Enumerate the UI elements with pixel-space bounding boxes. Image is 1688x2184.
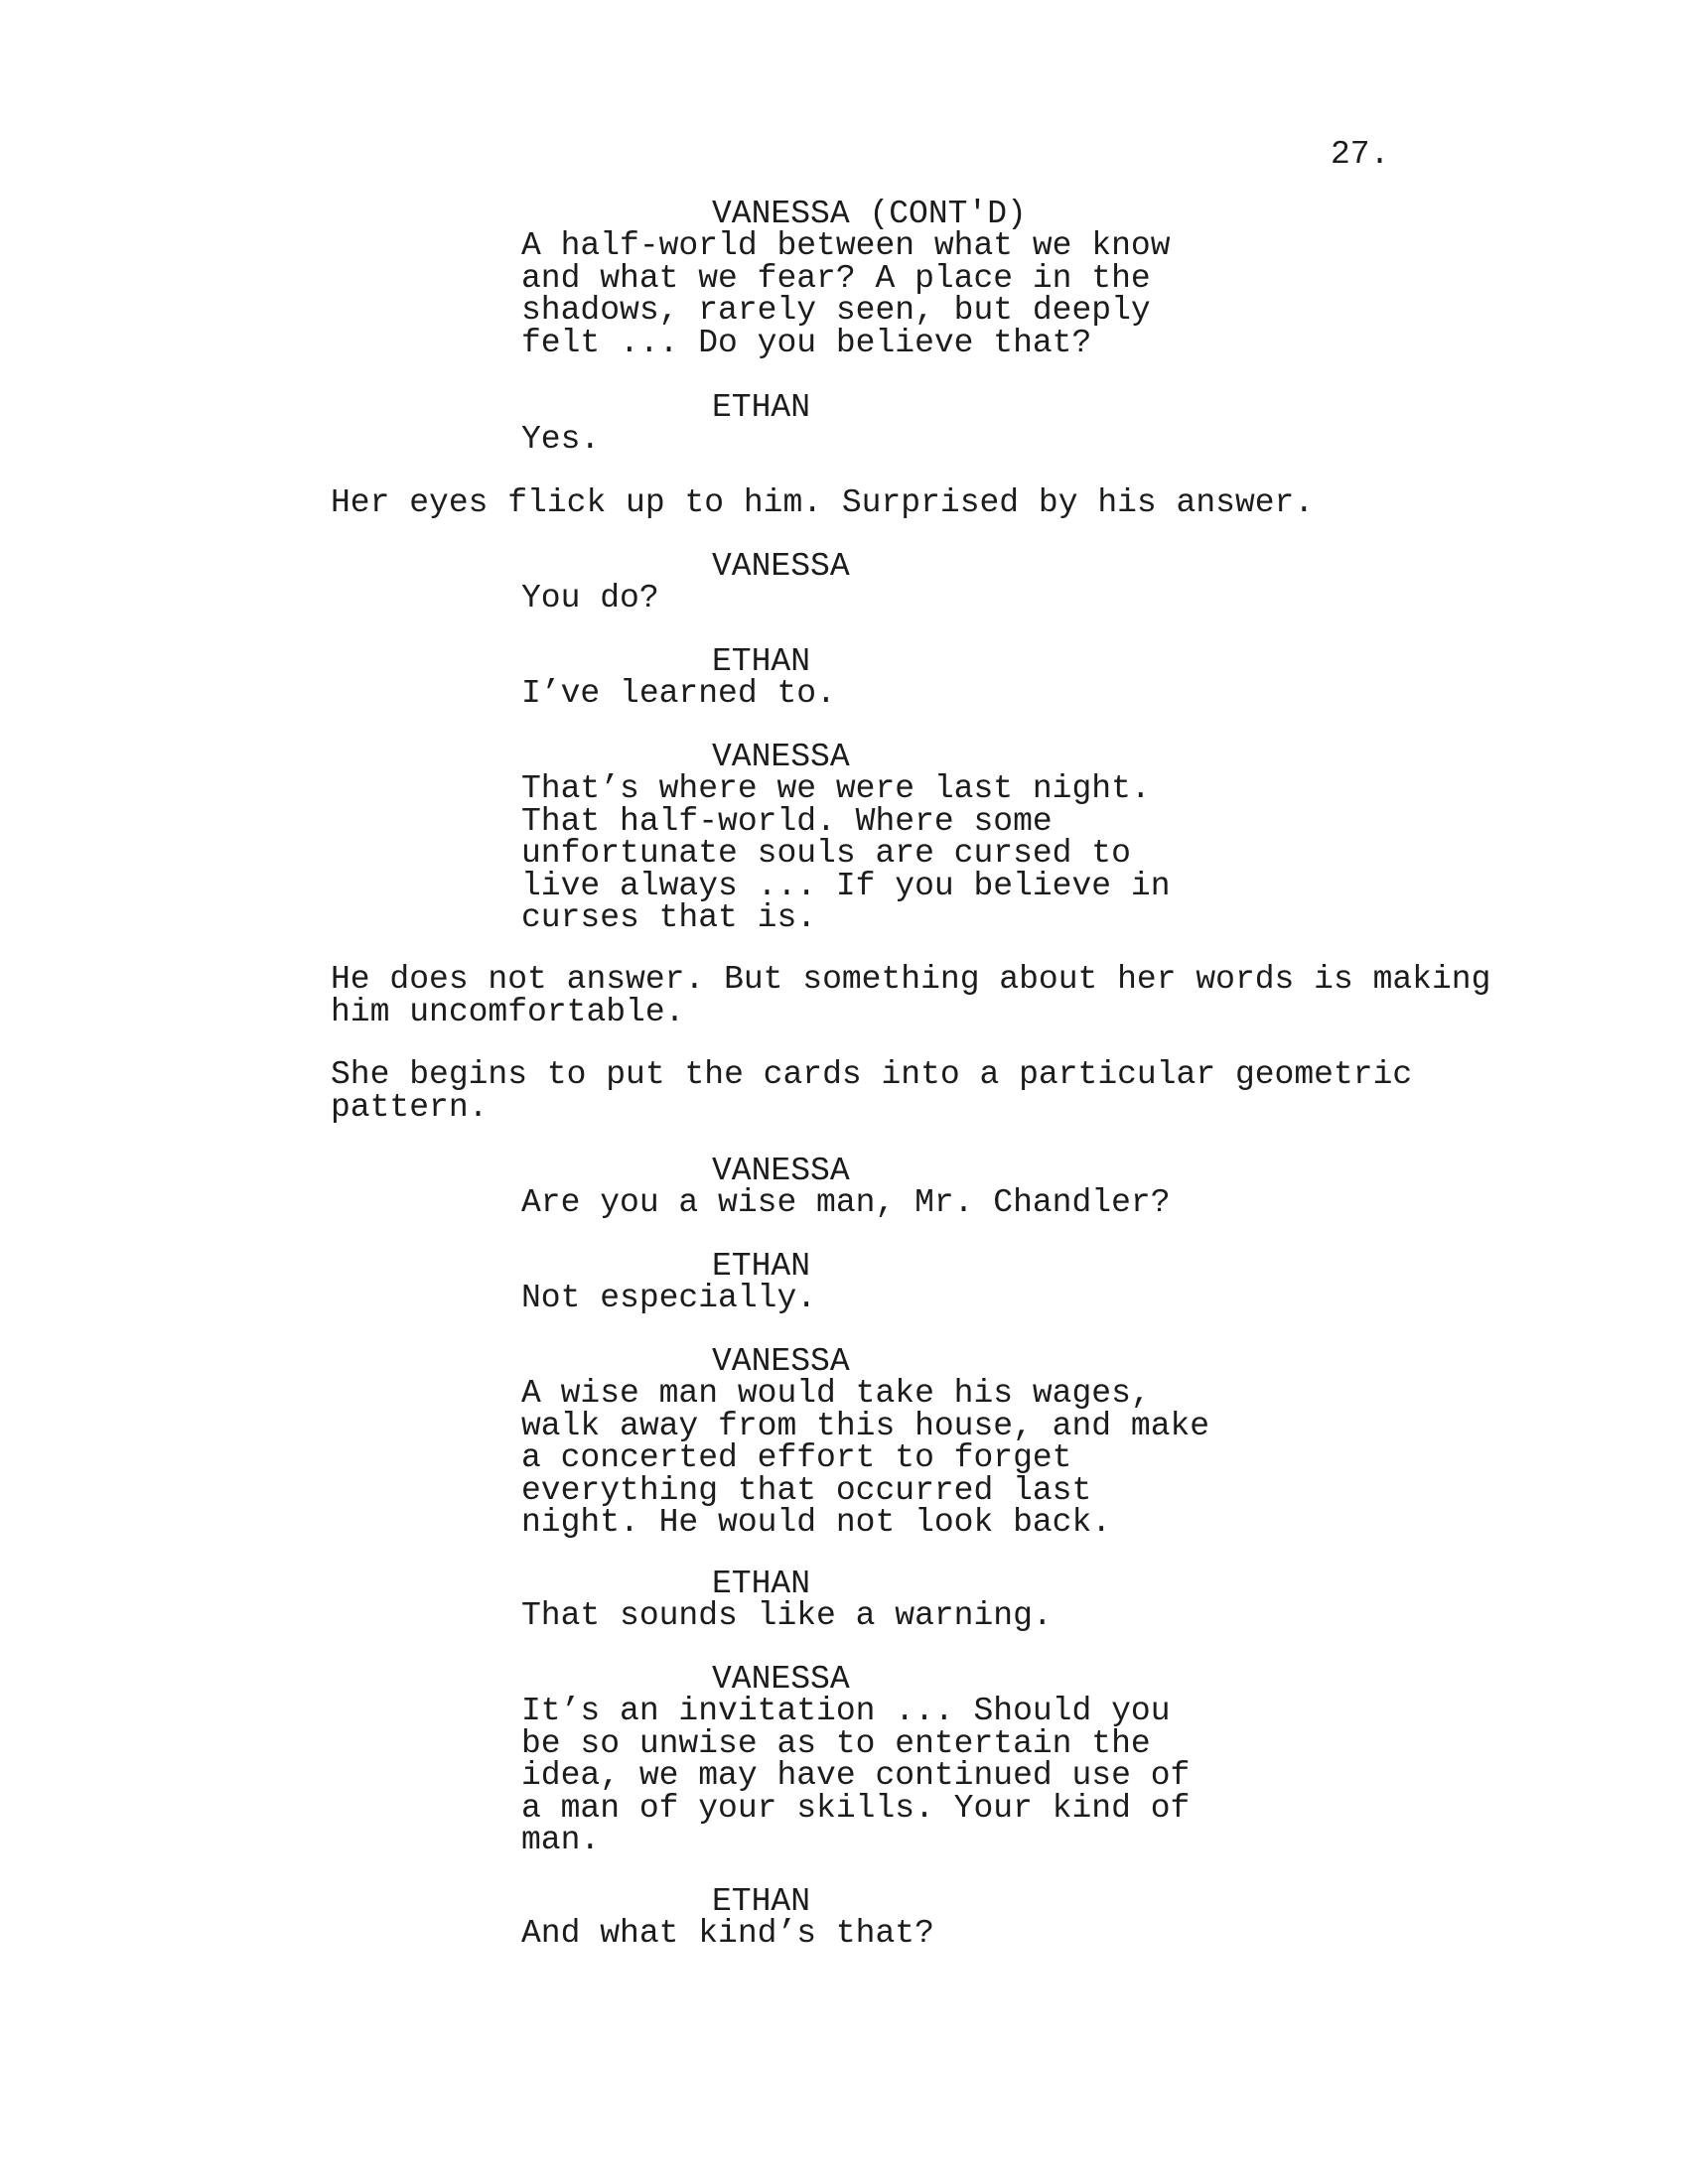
character-cue: VANESSA [712, 1153, 850, 1189]
dialogue-line: A half-world between what we know and what we fear? A place in the shadows, rarely seen, but deeply felt ... Do you believe that? [521, 227, 1171, 361]
dialogue-line: Not especially. [521, 1280, 817, 1316]
character-cue: ETHAN [712, 643, 811, 680]
character-cue: VANESSA [712, 548, 850, 585]
action-line: Her eyes flick up to him. Surprised by his answer. [331, 484, 1315, 521]
action-line: She begins to put the cards into a particular geometric pattern. [331, 1056, 1413, 1126]
dialogue-line: It’s an invitation ... Should you be so unwise as to entertain the idea, we may have continued use of a man of your skills. Your kind of man. [521, 1693, 1191, 1858]
character-cue: ETHAN [712, 1566, 811, 1602]
character-cue: VANESSA [712, 1343, 850, 1380]
character-cue: ETHAN [712, 1248, 811, 1285]
dialogue-line: That’s where we were last night. That half-world. Where some unfortunate souls are cursed to live always ... If you believe in curses that is. [521, 770, 1171, 936]
character-cue: ETHAN [712, 1883, 811, 1920]
dialogue-line: Yes. [521, 421, 601, 458]
character-cue: VANESSA [712, 1661, 850, 1698]
character-cue: VANESSA [712, 739, 850, 775]
character-cue: ETHAN [712, 389, 811, 426]
dialogue-line: And what kind’s that? [521, 1915, 934, 1952]
dialogue-line: That sounds like a warning. [521, 1597, 1053, 1634]
dialogue-line: I’ve learned to. [521, 675, 836, 712]
page-number: 27. [1331, 136, 1390, 173]
dialogue-line: Are you a wise man, Mr. Chandler? [521, 1184, 1171, 1221]
character-cue: VANESSA (CONT'D) [712, 196, 1027, 232]
action-line: He does not answer. But something about her words is making him uncomfortable. [331, 961, 1491, 1030]
dialogue-line: You do? [521, 580, 659, 616]
dialogue-line: A wise man would take his wages, walk away from this house, and make a concerted effort to forget everything that occurred last night. He would not look back. [521, 1375, 1210, 1541]
